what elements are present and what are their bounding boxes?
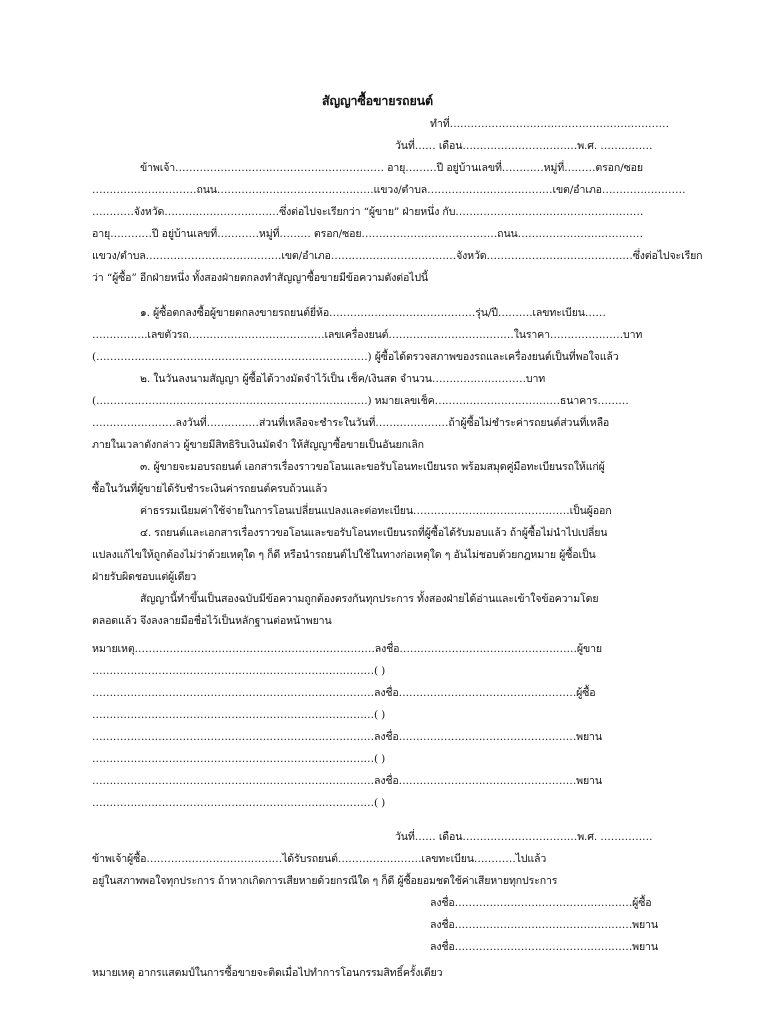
clause-line: ……………………ลงวันที่……………ส่วนที่เหลือจะชำระในวันที่…………………ถ้าผู้ซื้อไม่ชำระค่ารถยนต์ส่วนที่เหลือ — [92, 417, 610, 429]
party-line: …………จังหวัด……………………………ซึ่งต่อไปจะเรียกว่า “ผู้ขาย” ฝ่ายหนึ่ง กับ……………………………………………… — [92, 206, 644, 218]
clause-line: ฝ่ายรับผิดชอบแต่ผู้เดียว — [92, 571, 197, 583]
receipt-witness-signature: ลงชื่อ……………………………………………พยาน — [430, 941, 658, 953]
party-line: ข้าพเจ้า…………………………………………………… อายุ………ปี อยู่บ้านเลขที่…………หมู่ที่………ตรอก/ซอย — [140, 162, 643, 174]
signature-name-line: ………………………………………………………………………( ) — [92, 665, 386, 677]
signature-name-line: ………………………………………………………………………( ) — [92, 797, 386, 809]
receipt-witness-signature: ลงชื่อ……………………………………………พยาน — [430, 919, 658, 931]
closing-line: ตลอดแล้ว จึงลงลายมือชื่อไว้เป็นหลักฐานต่อหน้าพยาน — [92, 615, 332, 627]
made-at-line: ทำที่……………………………………………………… — [430, 118, 669, 130]
closing-line: สัญญานี้ทำขึ้นเป็นสองฉบับมีข้อความถูกต้องตรงกันทุกประการ ทั้งสองฝ่ายได้อ่านและเข้าใจข้อความโดย — [140, 593, 599, 605]
clause-line: แปลงแก้ไขให้ถูกต้องไม่ว่าด้วยเหตุใด ๆ ก็ดี หรือนำรถยนต์ไปใช้ในทางก่อเหตุใด ๆ อันไม่ชอบด้วยกฎหมาย ผู้ซื้อเป็น — [92, 549, 596, 561]
footnote: หมายเหตุ อากรแสตมป์ในการซื้อขายจะติดเมื่อไปทำการโอนกรรมสิทธิ์ครั้งเดียว — [92, 967, 443, 979]
clause-line: ๒. ในวันลงนามสัญญา ผู้ซื้อได้วางมัดจำไว้เป็น เช็ค/เงินสด จำนวน………………………บาท — [140, 373, 546, 385]
clause-line: (……………………………………………………………………) หมายเลขเช็ค………………………………ธนาคาร……… — [92, 395, 629, 407]
clause-line: ภายในเวลาดังกล่าว ผู้ขายมีสิทธิริบเงินมัดจำ ให้สัญญาซื้อขายเป็นอันยกเลิก — [92, 439, 424, 451]
document-title: สัญญาซื้อขายรถยนต์ — [322, 93, 433, 108]
party-line: แขวง/ตำบล…………………………………เขต/อำเภอ………………………………จังหวัด……………………………………ซึ่งต่อไปจะเรียก — [92, 250, 703, 262]
clause-line: ซื้อในวันที่ผู้ขายได้รับชำระเงินค่ารถยนต์ครบถ้วนแล้ว — [92, 483, 328, 495]
receipt-line: อยู่ในสภาพพอใจทุกประการ ถ้าหากเกิดการเสียหายด้วยกรณีใด ๆ ก็ดี ผู้ซื้อยอมชดใช้ค่าเสียหายทุกประการ — [92, 875, 558, 887]
signature-line: หมายเหตุ……………………………………………………………ลงชื่อ……………………………………………ผู้ขาย — [92, 643, 602, 655]
receipt-line: ข้าพเจ้าผู้ซื้อ…………………………………ได้รับรถยนต์……………………เลขทะเบียน…………ไปแล้ว — [92, 853, 547, 865]
party-line: ว่า “ผู้ซื้อ” อีกฝ่ายหนึ่ง ทั้งสองฝ่ายตกลงทำสัญญาซื้อขายมีข้อความดังต่อไปนี้ — [92, 272, 429, 284]
party-line: อายุ…………ปี อยู่บ้านเลขที่…………หมู่ที่……… ตรอก/ซอย…………………………………ถนน……………………………… — [92, 228, 643, 240]
clause-line: ๑. ผู้ซื้อตกลงซื้อผู้ขายตกลงขายรถยนต์ยี่ห้อ……………………………………รุ่น/ปี……….เลขทะเบียน…… — [140, 307, 606, 319]
receipt-buyer-signature: ลงชื่อ……………………………………………ผู้ซื้อ — [430, 897, 652, 909]
signature-name-line: ………………………………………………………………………( ) — [92, 753, 386, 765]
signature-name-line: ………………………………………………………………………( ) — [92, 709, 386, 721]
signature-line: ………………………………………………………………………ลงชื่อ……………………………………………ผู้ซื้อ — [92, 687, 596, 699]
signature-line: ………………………………………………………………………ลงชื่อ……………………………………………พยาน — [92, 731, 602, 743]
party-line: …………………………ถนน………………………………………แขวง/ตำบล………………………………เขต/อำเภอ…………………… — [92, 184, 686, 196]
clause-line: (……………………………………………………………………) ผู้ซื้อได้ตรวจสภาพของรถและเครื่องยนต์เป็นที่พอใจแล้ว — [92, 351, 619, 363]
date-line: วันที่…… เดือน……………………………พ.ศ. …………… — [395, 140, 653, 152]
clause-line: ค่าธรรมเนียมค่าใช้จ่ายในการโอนเปลี่ยนแปลงและต่อทะเบียน………………………………………เป็นผู้ออก — [140, 505, 612, 517]
clause-line: ๔. รถยนต์และเอกสารเรื่องราวขอโอนและขอรับโอนทะเบียนรถที่ผู้ซื้อได้รับมอบแล้ว ถ้าผู้ซื้อไม่นำไปเปลี่ยน — [140, 527, 608, 539]
receipt-date-line: วันที่…… เดือน……………………………พ.ศ. …………… — [395, 831, 653, 843]
clause-line: ๓. ผู้ขายจะมอบรถยนต์ เอกสารเรื่องราวขอโอนและขอรับโอนทะเบียนรถ พร้อมสมุดคู่มือทะเบียนรถให้แก่ผู้ — [140, 461, 605, 473]
signature-line: ………………………………………………………………………ลงชื่อ……………………………………………พยาน — [92, 775, 602, 787]
clause-line: …………….เลขตัวรถ…………………………………เลขเครื่องยนต์………………………………ในราคา…………………บาท — [92, 329, 643, 341]
